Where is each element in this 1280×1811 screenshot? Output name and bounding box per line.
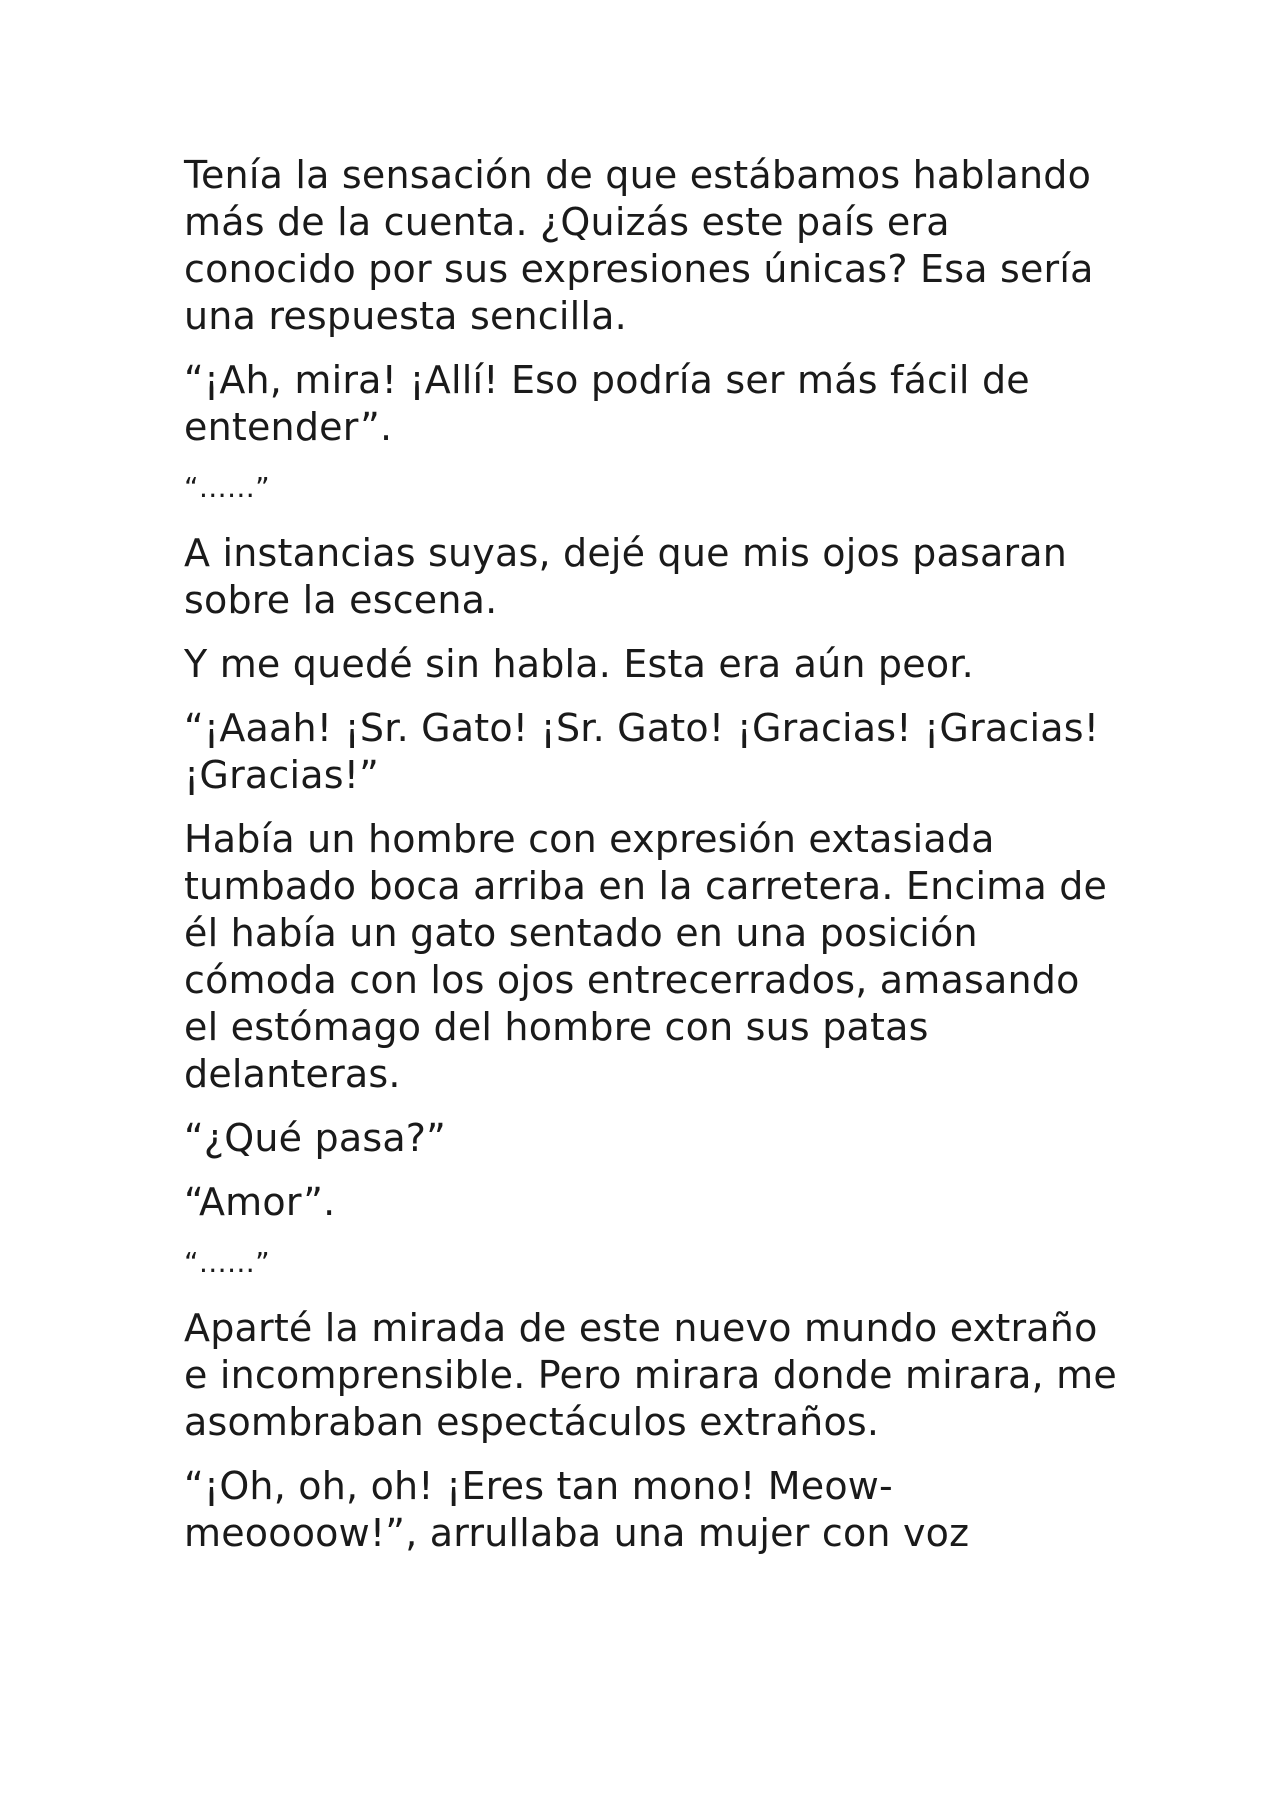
paragraph: Había un hombre con expresión extasiada tumbado boca arriba en la carretera. Encima de él había un gato sentado en una posición cómoda con los ojos entrecerrados, amasando el estómago del hombre con sus patas delanteras.: [184, 817, 1108, 1096]
paragraph: “Amor”.: [184, 1180, 336, 1224]
paragraph: Aparté la mirada de este nuevo mundo extraño e incomprensible. Pero mirara donde mirara, me asombraban espectáculos extraños.: [184, 1306, 1117, 1444]
paragraph: “……”: [184, 471, 270, 504]
paragraph: Tenía la sensación de que estábamos hablando más de la cuenta. ¿Quizás este país era conocido por sus expresiones únicas? Esa sería una respuesta sencilla.: [184, 153, 1094, 338]
paragraph: A instancias suyas, dejé que mis ojos pasaran sobre la escena.: [184, 531, 1068, 622]
paragraph: “……”: [184, 1246, 270, 1279]
paragraph: “¡Ah, mira! ¡Allí! Eso podría ser más fácil de entender”.: [184, 358, 1030, 449]
text-body: [184, 152, 1124, 1574]
paragraph: “¡Oh, oh, oh! ¡Eres tan mono! Meow-meoooow!”, arrullaba una mujer con voz: [184, 1464, 970, 1555]
paragraph: “¡Aaah! ¡Sr. Gato! ¡Sr. Gato! ¡Gracias! ¡Gracias! ¡Gracias!”: [184, 706, 1100, 797]
paragraph: Y me quedé sin habla. Esta era aún peor.: [184, 642, 974, 686]
paragraph: “¿Qué pasa?”: [184, 1116, 447, 1160]
